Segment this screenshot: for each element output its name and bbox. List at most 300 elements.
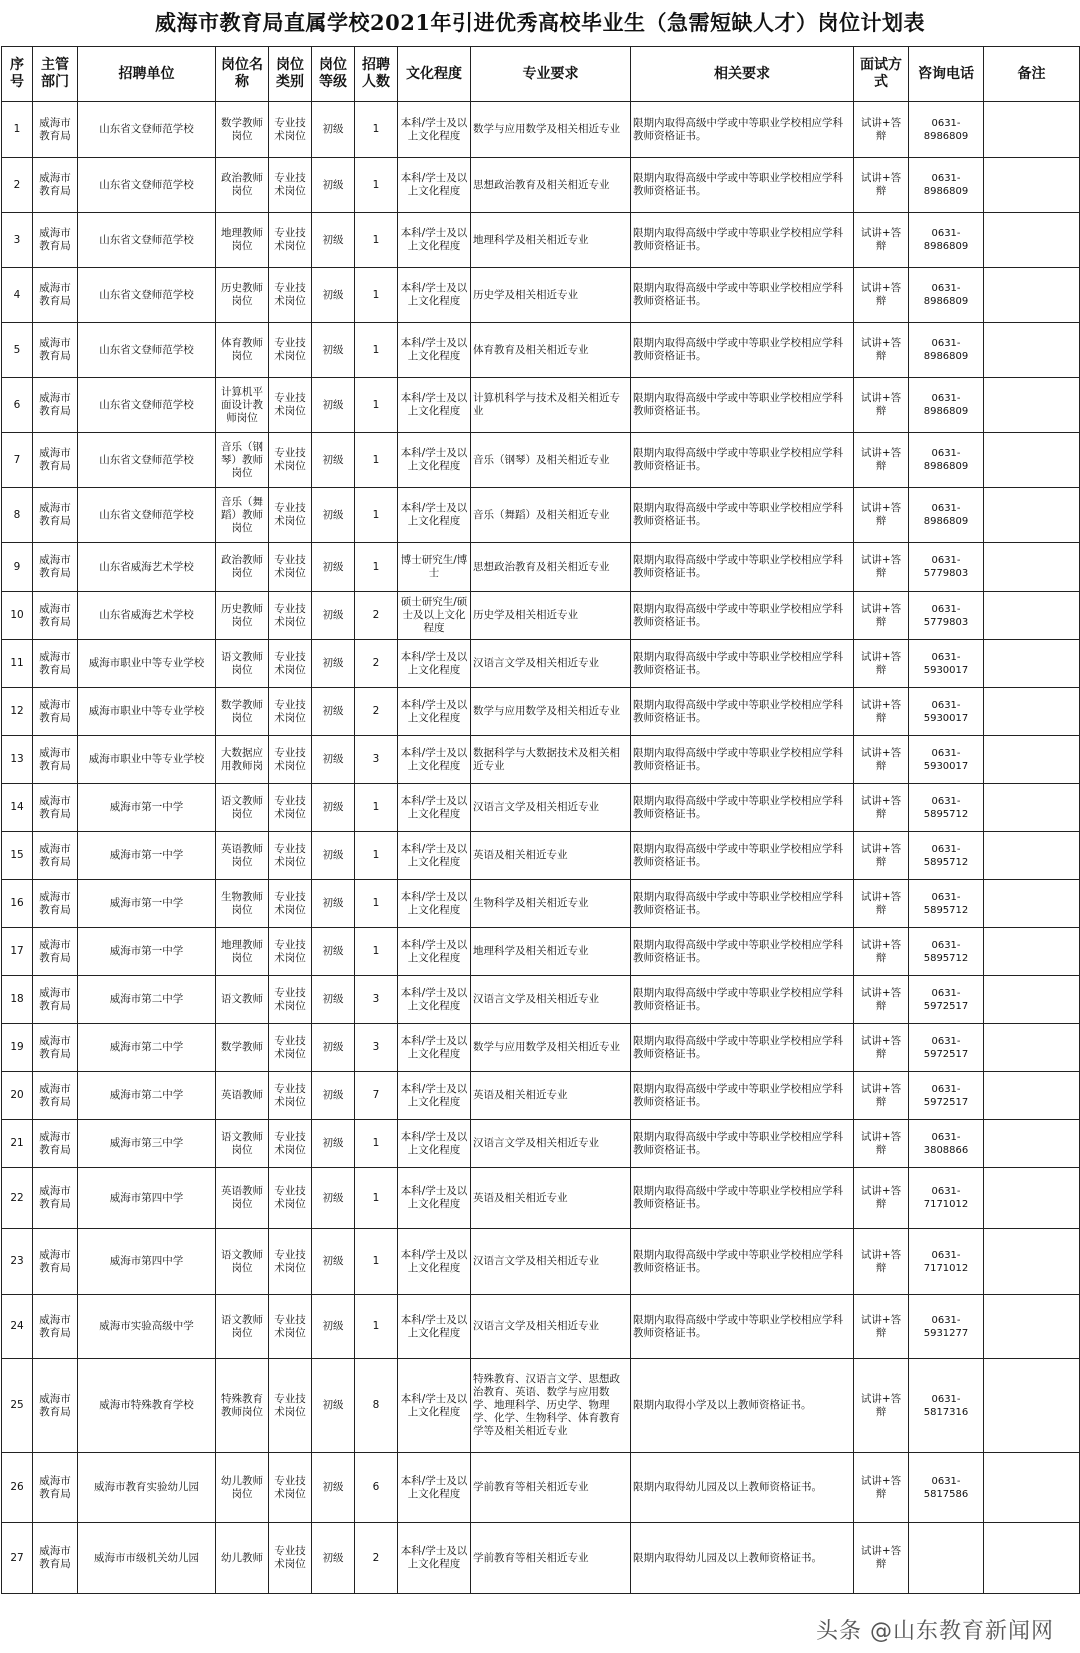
cell-requirements: 限期内取得高级中学或中等职业学校相应学科教师资格证书。	[631, 832, 854, 880]
cell-phone: 0631-8986809	[909, 323, 984, 378]
cell-seq: 18	[2, 976, 33, 1024]
table-row	[2, 688, 1080, 736]
cell-unit: 山东省文登师范学校	[78, 102, 216, 158]
cell-unit: 山东省威海艺术学校	[78, 592, 216, 640]
cell-requirements: 限期内取得高级中学或中等职业学校相应学科教师资格证书。	[631, 640, 854, 688]
cell-notes	[984, 1295, 1080, 1359]
cell-position-level: 初级	[312, 1523, 355, 1594]
cell-education: 本科/学士及以上文化程度	[398, 1072, 471, 1120]
cell-position-type: 专业技术岗位	[269, 268, 312, 323]
cell-seq: 8	[2, 488, 33, 543]
cell-education: 博士研究生/博士	[398, 543, 471, 592]
cell-major: 数学与应用数学及相关相近专业	[471, 1024, 631, 1072]
cell-unit: 威海市第二中学	[78, 976, 216, 1024]
cell-education: 本科/学士及以上文化程度	[398, 268, 471, 323]
cell-unit: 威海市职业中等专业学校	[78, 640, 216, 688]
cell-phone: 0631-8986809	[909, 213, 984, 268]
cell-education: 本科/学士及以上文化程度	[398, 1168, 471, 1229]
cell-major: 汉语言文学及相关相近专业	[471, 640, 631, 688]
table-row	[2, 736, 1080, 784]
cell-position-name: 数学教师岗位	[216, 688, 269, 736]
cell-interview: 试讲+答辩	[854, 736, 909, 784]
cell-interview: 试讲+答辩	[854, 1229, 909, 1295]
table-row	[2, 1168, 1080, 1229]
cell-education: 本科/学士及以上文化程度	[398, 323, 471, 378]
cell-requirements: 限期内取得高级中学或中等职业学校相应学科教师资格证书。	[631, 880, 854, 928]
cell-notes	[984, 323, 1080, 378]
cell-interview: 试讲+答辩	[854, 880, 909, 928]
cell-department: 威海市教育局	[33, 1229, 78, 1295]
cell-headcount: 3	[355, 976, 398, 1024]
cell-headcount: 7	[355, 1072, 398, 1120]
cell-headcount: 1	[355, 433, 398, 488]
header-position-level: 岗位等级	[312, 47, 355, 102]
cell-position-level: 初级	[312, 213, 355, 268]
cell-seq: 4	[2, 268, 33, 323]
cell-department: 威海市教育局	[33, 784, 78, 832]
cell-unit: 威海市第一中学	[78, 784, 216, 832]
cell-interview: 试讲+答辩	[854, 488, 909, 543]
cell-interview: 试讲+答辩	[854, 1024, 909, 1072]
cell-phone: 0631-5895712	[909, 880, 984, 928]
cell-notes	[984, 688, 1080, 736]
cell-requirements: 限期内取得高级中学或中等职业学校相应学科教师资格证书。	[631, 928, 854, 976]
cell-phone: 0631-8986809	[909, 378, 984, 433]
cell-requirements: 限期内取得高级中学或中等职业学校相应学科教师资格证书。	[631, 1072, 854, 1120]
cell-position-level: 初级	[312, 488, 355, 543]
table-row	[2, 880, 1080, 928]
cell-interview: 试讲+答辩	[854, 1453, 909, 1523]
cell-requirements: 限期内取得高级中学或中等职业学校相应学科教师资格证书。	[631, 488, 854, 543]
cell-position-level: 初级	[312, 1072, 355, 1120]
cell-department: 威海市教育局	[33, 1359, 78, 1453]
cell-education: 本科/学士及以上文化程度	[398, 433, 471, 488]
cell-requirements: 限期内取得高级中学或中等职业学校相应学科教师资格证书。	[631, 1295, 854, 1359]
cell-education: 本科/学士及以上文化程度	[398, 1229, 471, 1295]
cell-seq: 22	[2, 1168, 33, 1229]
cell-department: 威海市教育局	[33, 1120, 78, 1168]
cell-position-type: 专业技术岗位	[269, 1453, 312, 1523]
cell-notes	[984, 880, 1080, 928]
cell-major: 特殊教育、汉语言文学、思想政治教育、英语、数学与应用数学、地理科学、历史学、物理学、化学、生物科学、体育教育学等及相关相近专业	[471, 1359, 631, 1453]
cell-position-type: 专业技术岗位	[269, 1024, 312, 1072]
cell-notes	[984, 268, 1080, 323]
cell-headcount: 1	[355, 784, 398, 832]
table-row	[2, 378, 1080, 433]
cell-seq: 3	[2, 213, 33, 268]
cell-position-type: 专业技术岗位	[269, 543, 312, 592]
cell-phone: 0631-5779803	[909, 592, 984, 640]
header-unit: 招聘单位	[78, 47, 216, 102]
cell-notes	[984, 102, 1080, 158]
cell-phone: 0631-5931277	[909, 1295, 984, 1359]
cell-seq: 1	[2, 102, 33, 158]
cell-headcount: 1	[355, 268, 398, 323]
cell-position-type: 专业技术岗位	[269, 784, 312, 832]
cell-unit: 威海市教育实验幼儿园	[78, 1453, 216, 1523]
cell-interview: 试讲+答辩	[854, 1120, 909, 1168]
cell-interview: 试讲+答辩	[854, 1523, 909, 1594]
table-row	[2, 784, 1080, 832]
cell-seq: 25	[2, 1359, 33, 1453]
cell-education: 本科/学士及以上文化程度	[398, 102, 471, 158]
cell-interview: 试讲+答辩	[854, 928, 909, 976]
cell-major: 思想政治教育及相关相近专业	[471, 158, 631, 213]
cell-position-name: 政治教师岗位	[216, 158, 269, 213]
cell-unit: 山东省文登师范学校	[78, 158, 216, 213]
table-row	[2, 213, 1080, 268]
cell-notes	[984, 592, 1080, 640]
cell-unit: 威海市特殊教育学校	[78, 1359, 216, 1453]
cell-unit: 威海市第四中学	[78, 1168, 216, 1229]
cell-seq: 2	[2, 158, 33, 213]
cell-seq: 12	[2, 688, 33, 736]
cell-position-name: 英语教师岗位	[216, 1168, 269, 1229]
cell-position-level: 初级	[312, 102, 355, 158]
cell-notes	[984, 784, 1080, 832]
cell-unit: 山东省文登师范学校	[78, 213, 216, 268]
cell-position-level: 初级	[312, 1453, 355, 1523]
header-position-name: 岗位名称	[216, 47, 269, 102]
cell-notes	[984, 640, 1080, 688]
cell-requirements: 限期内取得高级中学或中等职业学校相应学科教师资格证书。	[631, 433, 854, 488]
table-row	[2, 1523, 1080, 1594]
cell-education: 本科/学士及以上文化程度	[398, 1523, 471, 1594]
cell-position-name: 生物教师岗位	[216, 880, 269, 928]
cell-department: 威海市教育局	[33, 213, 78, 268]
cell-requirements: 限期内取得高级中学或中等职业学校相应学科教师资格证书。	[631, 543, 854, 592]
cell-department: 威海市教育局	[33, 488, 78, 543]
cell-requirements: 限期内取得高级中学或中等职业学校相应学科教师资格证书。	[631, 688, 854, 736]
cell-phone: 0631-8986809	[909, 488, 984, 543]
table-row	[2, 1024, 1080, 1072]
cell-position-level: 初级	[312, 323, 355, 378]
cell-unit: 山东省文登师范学校	[78, 323, 216, 378]
cell-headcount: 3	[355, 736, 398, 784]
cell-major: 数学与应用数学及相关相近专业	[471, 688, 631, 736]
table-row	[2, 1229, 1080, 1295]
cell-position-type: 专业技术岗位	[269, 928, 312, 976]
cell-department: 威海市教育局	[33, 736, 78, 784]
table-row	[2, 976, 1080, 1024]
cell-seq: 16	[2, 880, 33, 928]
cell-position-name: 体育教师岗位	[216, 323, 269, 378]
cell-department: 威海市教育局	[33, 378, 78, 433]
cell-seq: 19	[2, 1024, 33, 1072]
cell-phone: 0631-5930017	[909, 640, 984, 688]
cell-interview: 试讲+答辩	[854, 378, 909, 433]
cell-position-level: 初级	[312, 433, 355, 488]
cell-position-level: 初级	[312, 976, 355, 1024]
table-row	[2, 1453, 1080, 1523]
cell-position-name: 幼儿教师岗位	[216, 1453, 269, 1523]
cell-requirements: 限期内取得高级中学或中等职业学校相应学科教师资格证书。	[631, 1024, 854, 1072]
cell-position-name: 语文教师岗位	[216, 1120, 269, 1168]
cell-phone: 0631-5930017	[909, 688, 984, 736]
cell-phone: 0631-5895712	[909, 928, 984, 976]
cell-notes	[984, 1523, 1080, 1594]
cell-interview: 试讲+答辩	[854, 592, 909, 640]
header-headcount: 招聘人数	[355, 47, 398, 102]
cell-interview: 试讲+答辩	[854, 1295, 909, 1359]
header-notes: 备注	[984, 47, 1080, 102]
cell-unit: 威海市第四中学	[78, 1229, 216, 1295]
cell-education: 本科/学士及以上文化程度	[398, 784, 471, 832]
cell-requirements: 限期内取得高级中学或中等职业学校相应学科教师资格证书。	[631, 784, 854, 832]
cell-education: 本科/学士及以上文化程度	[398, 880, 471, 928]
cell-requirements: 限期内取得高级中学或中等职业学校相应学科教师资格证书。	[631, 976, 854, 1024]
cell-position-name: 计算机平面设计教师岗位	[216, 378, 269, 433]
cell-education: 本科/学士及以上文化程度	[398, 688, 471, 736]
cell-position-type: 专业技术岗位	[269, 592, 312, 640]
cell-notes	[984, 1024, 1080, 1072]
cell-major: 汉语言文学及相关相近专业	[471, 976, 631, 1024]
cell-major: 历史学及相关相近专业	[471, 592, 631, 640]
cell-position-name: 地理教师岗位	[216, 213, 269, 268]
cell-phone: 0631-8986809	[909, 102, 984, 158]
cell-unit: 威海市第二中学	[78, 1072, 216, 1120]
header-interview: 面试方式	[854, 47, 909, 102]
cell-position-type: 专业技术岗位	[269, 158, 312, 213]
table-row	[2, 1072, 1080, 1120]
cell-seq: 26	[2, 1453, 33, 1523]
cell-position-name: 语文教师岗位	[216, 1229, 269, 1295]
table-row	[2, 323, 1080, 378]
cell-notes	[984, 213, 1080, 268]
cell-headcount: 1	[355, 158, 398, 213]
table-row	[2, 488, 1080, 543]
cell-major: 计算机科学与技术及相关相近专业	[471, 378, 631, 433]
cell-headcount: 1	[355, 323, 398, 378]
cell-position-type: 专业技术岗位	[269, 1168, 312, 1229]
cell-phone: 0631-7171012	[909, 1168, 984, 1229]
cell-interview: 试讲+答辩	[854, 268, 909, 323]
cell-headcount: 1	[355, 213, 398, 268]
cell-position-type: 专业技术岗位	[269, 488, 312, 543]
cell-major: 历史学及相关相近专业	[471, 268, 631, 323]
cell-requirements: 限期内取得高级中学或中等职业学校相应学科教师资格证书。	[631, 736, 854, 784]
cell-requirements: 限期内取得高级中学或中等职业学校相应学科教师资格证书。	[631, 378, 854, 433]
cell-position-name: 地理教师岗位	[216, 928, 269, 976]
table-row	[2, 433, 1080, 488]
cell-position-name: 数学教师	[216, 1024, 269, 1072]
cell-unit: 威海市第一中学	[78, 832, 216, 880]
cell-position-name: 大数据应用教师岗	[216, 736, 269, 784]
cell-headcount: 1	[355, 1295, 398, 1359]
cell-position-type: 专业技术岗位	[269, 1523, 312, 1594]
cell-position-name: 幼儿教师	[216, 1523, 269, 1594]
cell-position-type: 专业技术岗位	[269, 1229, 312, 1295]
cell-seq: 5	[2, 323, 33, 378]
cell-department: 威海市教育局	[33, 640, 78, 688]
cell-headcount: 1	[355, 1120, 398, 1168]
cell-major: 地理科学及相关相近专业	[471, 213, 631, 268]
cell-phone: 0631-8986809	[909, 158, 984, 213]
header-requirements: 相关要求	[631, 47, 854, 102]
cell-position-name: 历史教师岗位	[216, 268, 269, 323]
cell-education: 硕士研究生/硕士及以上文化程度	[398, 592, 471, 640]
cell-major: 汉语言文学及相关相近专业	[471, 1295, 631, 1359]
cell-position-type: 专业技术岗位	[269, 323, 312, 378]
cell-position-name: 特殊教育教师岗位	[216, 1359, 269, 1453]
header-seq: 序号	[2, 47, 33, 102]
cell-requirements: 限期内取得高级中学或中等职业学校相应学科教师资格证书。	[631, 102, 854, 158]
cell-notes	[984, 378, 1080, 433]
cell-headcount: 1	[355, 928, 398, 976]
cell-department: 威海市教育局	[33, 268, 78, 323]
cell-interview: 试讲+答辩	[854, 323, 909, 378]
table-row	[2, 832, 1080, 880]
cell-phone: 0631-5930017	[909, 736, 984, 784]
position-plan-table	[1, 46, 1080, 1594]
table-row	[2, 102, 1080, 158]
cell-position-name: 语文教师岗位	[216, 640, 269, 688]
cell-interview: 试讲+答辩	[854, 1359, 909, 1453]
cell-position-level: 初级	[312, 1295, 355, 1359]
cell-position-name: 音乐（钢琴）教师岗位	[216, 433, 269, 488]
cell-department: 威海市教育局	[33, 928, 78, 976]
cell-requirements: 限期内取得高级中学或中等职业学校相应学科教师资格证书。	[631, 158, 854, 213]
cell-department: 威海市教育局	[33, 1024, 78, 1072]
cell-headcount: 1	[355, 378, 398, 433]
cell-position-name: 语文教师	[216, 976, 269, 1024]
cell-notes	[984, 736, 1080, 784]
cell-notes	[984, 1453, 1080, 1523]
cell-unit: 威海市第一中学	[78, 880, 216, 928]
cell-education: 本科/学士及以上文化程度	[398, 1120, 471, 1168]
cell-phone: 0631-3808866	[909, 1120, 984, 1168]
cell-position-name: 语文教师岗位	[216, 1295, 269, 1359]
cell-seq: 27	[2, 1523, 33, 1594]
cell-position-type: 专业技术岗位	[269, 976, 312, 1024]
cell-requirements: 限期内取得高级中学或中等职业学校相应学科教师资格证书。	[631, 323, 854, 378]
cell-unit: 山东省文登师范学校	[78, 433, 216, 488]
cell-position-level: 初级	[312, 268, 355, 323]
cell-phone: 0631-8986809	[909, 433, 984, 488]
table-row	[2, 1359, 1080, 1453]
cell-position-level: 初级	[312, 640, 355, 688]
cell-major: 汉语言文学及相关相近专业	[471, 784, 631, 832]
cell-major: 学前教育等相关相近专业	[471, 1453, 631, 1523]
cell-department: 威海市教育局	[33, 1168, 78, 1229]
cell-education: 本科/学士及以上文化程度	[398, 1024, 471, 1072]
cell-major: 音乐（钢琴）及相关相近专业	[471, 433, 631, 488]
cell-position-name: 语文教师岗位	[216, 784, 269, 832]
table-row	[2, 1120, 1080, 1168]
table-row	[2, 158, 1080, 213]
table-body	[2, 102, 1080, 1594]
cell-seq: 13	[2, 736, 33, 784]
cell-interview: 试讲+答辩	[854, 1072, 909, 1120]
cell-requirements: 限期内取得高级中学或中等职业学校相应学科教师资格证书。	[631, 1120, 854, 1168]
cell-major: 生物科学及相关相近专业	[471, 880, 631, 928]
cell-position-name: 历史教师岗位	[216, 592, 269, 640]
cell-seq: 15	[2, 832, 33, 880]
cell-major: 思想政治教育及相关相近专业	[471, 543, 631, 592]
cell-unit: 山东省文登师范学校	[78, 488, 216, 543]
cell-department: 威海市教育局	[33, 1072, 78, 1120]
cell-notes	[984, 433, 1080, 488]
cell-notes	[984, 488, 1080, 543]
cell-headcount: 2	[355, 640, 398, 688]
cell-notes	[984, 832, 1080, 880]
cell-position-level: 初级	[312, 688, 355, 736]
cell-headcount: 6	[355, 1453, 398, 1523]
cell-position-name: 英语教师岗位	[216, 832, 269, 880]
cell-position-type: 专业技术岗位	[269, 378, 312, 433]
cell-notes	[984, 1359, 1080, 1453]
cell-major: 学前教育等相关相近专业	[471, 1523, 631, 1594]
cell-unit: 威海市职业中等专业学校	[78, 736, 216, 784]
cell-position-type: 专业技术岗位	[269, 736, 312, 784]
cell-department: 威海市教育局	[33, 1523, 78, 1594]
cell-major: 地理科学及相关相近专业	[471, 928, 631, 976]
cell-education: 本科/学士及以上文化程度	[398, 832, 471, 880]
cell-requirements: 限期内取得高级中学或中等职业学校相应学科教师资格证书。	[631, 592, 854, 640]
cell-interview: 试讲+答辩	[854, 102, 909, 158]
cell-major: 英语及相关相近专业	[471, 1168, 631, 1229]
cell-phone: 0631-5817586	[909, 1453, 984, 1523]
cell-position-level: 初级	[312, 832, 355, 880]
cell-position-level: 初级	[312, 1229, 355, 1295]
cell-unit: 威海市第二中学	[78, 1024, 216, 1072]
cell-position-type: 专业技术岗位	[269, 433, 312, 488]
page-title: 威海市教育局直属学校2021年引进优秀高校毕业生（急需短缺人才）岗位计划表	[155, 10, 925, 35]
cell-interview: 试讲+答辩	[854, 784, 909, 832]
cell-education: 本科/学士及以上文化程度	[398, 378, 471, 433]
cell-interview: 试讲+答辩	[854, 433, 909, 488]
cell-position-level: 初级	[312, 1168, 355, 1229]
cell-unit: 威海市市级机关幼儿园	[78, 1523, 216, 1594]
cell-interview: 试讲+答辩	[854, 976, 909, 1024]
cell-phone: 0631-5895712	[909, 784, 984, 832]
cell-position-level: 初级	[312, 592, 355, 640]
cell-seq: 17	[2, 928, 33, 976]
cell-notes	[984, 976, 1080, 1024]
cell-phone	[909, 1523, 984, 1594]
cell-position-name: 英语教师	[216, 1072, 269, 1120]
cell-position-level: 初级	[312, 784, 355, 832]
cell-requirements: 限期内取得幼儿园及以上教师资格证书。	[631, 1453, 854, 1523]
cell-education: 本科/学士及以上文化程度	[398, 1359, 471, 1453]
table-row	[2, 1295, 1080, 1359]
cell-position-level: 初级	[312, 928, 355, 976]
cell-major: 数据科学与大数据技术及相关相近专业	[471, 736, 631, 784]
header-education: 文化程度	[398, 47, 471, 102]
cell-unit: 威海市实验高级中学	[78, 1295, 216, 1359]
cell-seq: 10	[2, 592, 33, 640]
cell-phone: 0631-5972517	[909, 1072, 984, 1120]
cell-headcount: 1	[355, 1168, 398, 1229]
cell-department: 威海市教育局	[33, 543, 78, 592]
cell-interview: 试讲+答辩	[854, 832, 909, 880]
table-header-row	[2, 47, 1080, 102]
cell-position-type: 专业技术岗位	[269, 1295, 312, 1359]
cell-headcount: 8	[355, 1359, 398, 1453]
cell-notes	[984, 1072, 1080, 1120]
cell-department: 威海市教育局	[33, 880, 78, 928]
cell-notes	[984, 928, 1080, 976]
cell-major: 音乐（舞蹈）及相关相近专业	[471, 488, 631, 543]
cell-seq: 7	[2, 433, 33, 488]
cell-position-level: 初级	[312, 1120, 355, 1168]
cell-notes	[984, 1168, 1080, 1229]
cell-seq: 14	[2, 784, 33, 832]
cell-interview: 试讲+答辩	[854, 213, 909, 268]
cell-phone: 0631-5779803	[909, 543, 984, 592]
cell-education: 本科/学士及以上文化程度	[398, 1453, 471, 1523]
cell-notes	[984, 1229, 1080, 1295]
